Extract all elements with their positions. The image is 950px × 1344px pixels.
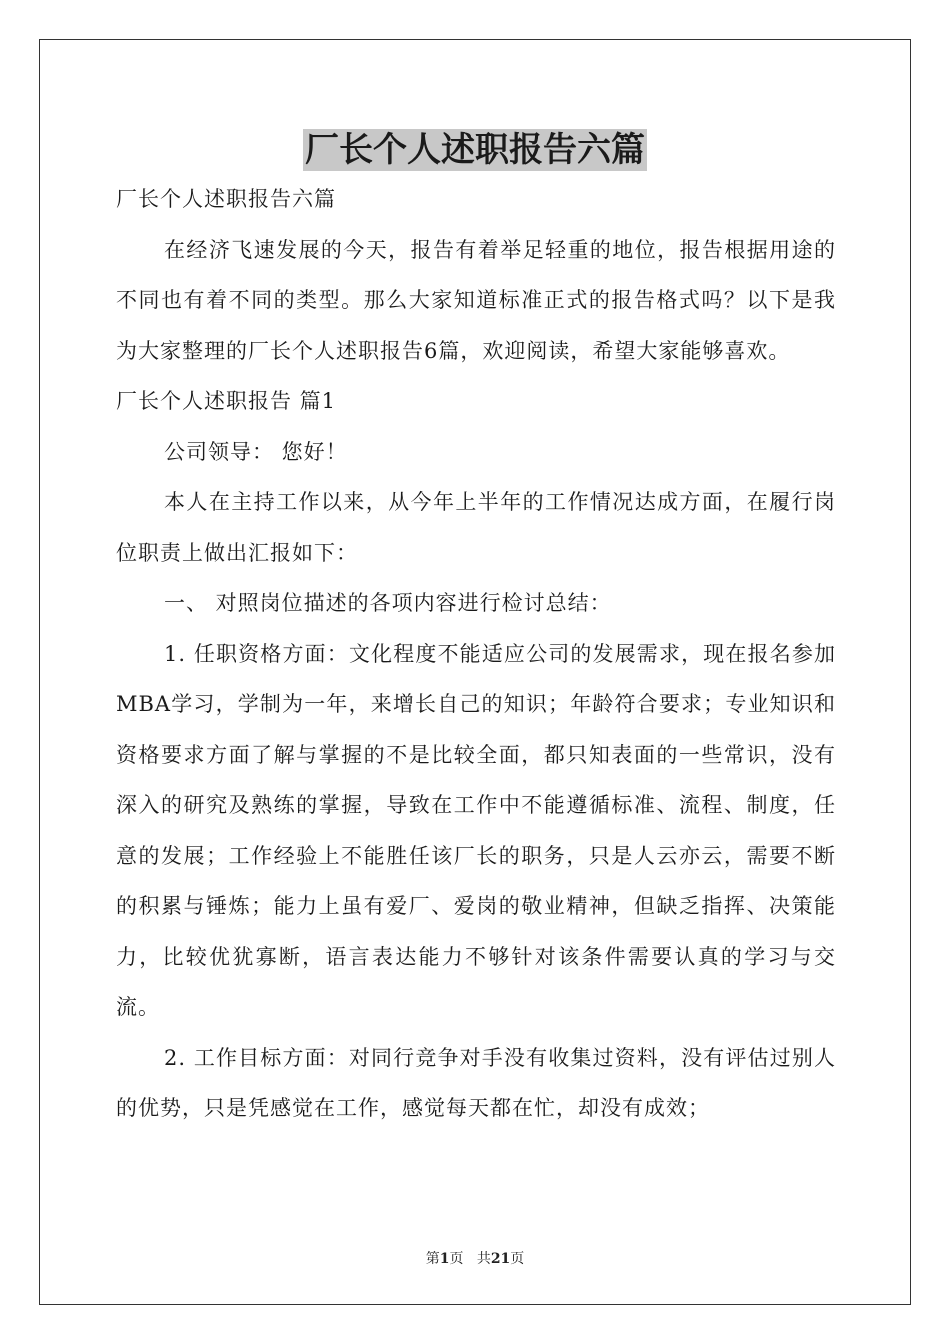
page-footer (0, 1248, 950, 1268)
title-container (0, 129, 950, 171)
page-suffix: 页 (449, 1251, 464, 1267)
paragraph: 2. 工作目标方面：对同行竞争对手没有收集过资料，没有评估过别人的优势，只是凭感觉在工作，感觉每天都在忙，却没有成效； (116, 1045, 836, 1120)
section-heading: 厂长个人述职报告 篇1 (116, 389, 337, 413)
paragraph: 本人在主持工作以来，从今年上半年的工作情况达成方面，在履行岗位职责上做出汇报如下： (116, 490, 836, 565)
page-number: 1 (439, 1251, 450, 1267)
paragraph: 1. 任职资格方面：文化程度不能适应公司的发展需求，现在报名参加MBA学习，学制为一年，来增长自己的知识；年龄符合要求；专业知识和资格要求方面了解与掌握的不是比较全面，都只知表面的一些常识，没有深入的研究及熟练的掌握，导致在工作中不能遵循标准、流程、制度，任意的发展；工作经验上不能胜任该厂长的职务，只是人云亦云，需要不断的积累与锤炼；能力上虽有爱厂、爱岗的敬业精神，但缺乏指挥、决策能力，比较优犹寡断，语言表达能力不够针对该条件需要认真的学习与交流。 (116, 641, 836, 1019)
paragraph: 一、 对照岗位描述的各项内容进行检讨总结： (164, 591, 612, 615)
total-pages: 21 (490, 1251, 511, 1267)
total-suffix: 页 (510, 1251, 525, 1267)
paragraph: 公司领导： 您好！ (164, 439, 348, 464)
document-body (116, 174, 836, 1134)
paragraph: 厂长个人述职报告六篇 (116, 187, 336, 211)
document-title: 厂长个人述职报告六篇 (305, 130, 645, 170)
page-prefix: 第 (425, 1251, 440, 1267)
paragraph: 在经济飞速发展的今天，报告有着举足轻重的地位，报告根据用途的不同也有着不同的类型。那么大家知道标准正式的报告格式吗？以下是我为大家整理的厂长个人述职报告6篇，欢迎阅读，希望大家能够喜欢。 (116, 237, 836, 363)
total-prefix: 共 (476, 1251, 491, 1267)
